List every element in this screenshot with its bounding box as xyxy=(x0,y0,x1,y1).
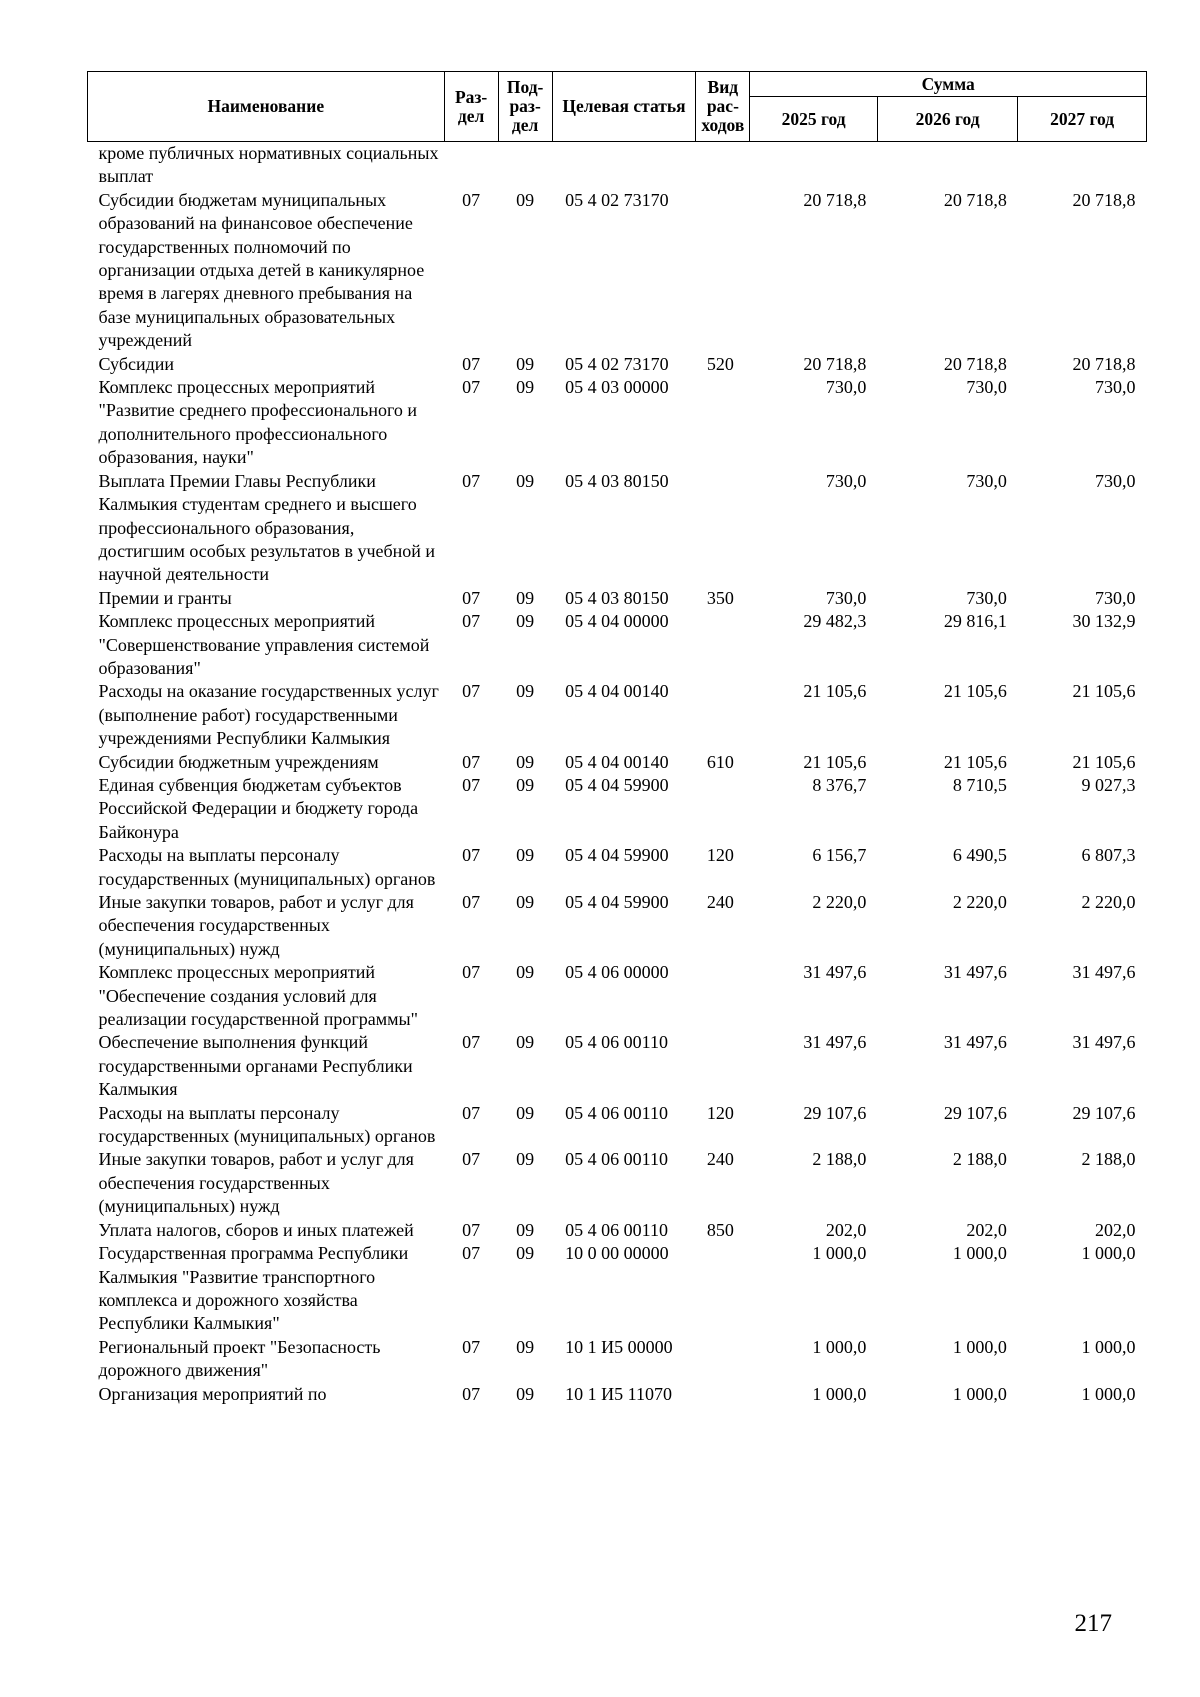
row-podrazdel: 09 xyxy=(516,587,535,608)
table-row xyxy=(88,891,1147,961)
row-sum-2026: 20 718,8 xyxy=(943,353,1007,374)
table-row xyxy=(88,1242,1147,1336)
row-sum-2026: 29 107,6 xyxy=(943,1102,1007,1123)
row-name: Комплекс процессных мероприятий "Обеспечение создания условий для реализации государственной программы" xyxy=(98,962,418,1030)
row-sum-2027: 2 220,0 xyxy=(1081,892,1136,912)
row-sum-2027: 9 027,3 xyxy=(1081,774,1136,795)
row-name: Иные закупки товаров, работ и услуг для обеспечения государственных (муниципальных) нужд xyxy=(98,892,414,959)
header-razdel: Раз- дел xyxy=(444,72,498,142)
row-sum-2026: 8 710,5 xyxy=(952,774,1007,795)
row-sum-2027: 29 107,6 xyxy=(1072,1102,1136,1123)
table-row xyxy=(88,1031,1147,1101)
row-podrazdel: 09 xyxy=(516,189,535,210)
row-name: Премии и гранты xyxy=(98,587,232,608)
row-sum-2027: 1 000,0 xyxy=(1081,1243,1136,1264)
row-razdel: 07 xyxy=(462,189,481,210)
row-target-article: 05 4 06 00110 xyxy=(565,1032,668,1053)
row-expense-type: 240 xyxy=(706,1149,734,1170)
row-sum-2027: 21 105,6 xyxy=(1072,751,1136,772)
row-name: Субсидии бюджетам муниципальных образований на финансовое обеспечение государственных полномочий по организации отдыха детей в каникулярное время в лагерях дневного пребывания на базе муниципальных образовательных учреждений xyxy=(98,189,425,351)
row-sum-2026: 730,0 xyxy=(966,377,1007,398)
row-expense-type xyxy=(696,1031,750,1101)
row-sum-2027: 30 132,9 xyxy=(1072,611,1136,632)
row-target-article: 10 1 И5 11070 xyxy=(565,1383,672,1404)
row-expense-type xyxy=(696,376,750,470)
row-razdel: 07 xyxy=(462,1383,481,1404)
table-row xyxy=(88,470,1147,587)
row-expense-type xyxy=(696,1383,750,1406)
row-razdel: 07 xyxy=(462,587,481,608)
row-expense-type xyxy=(696,142,750,189)
header-expense-type: Вид рас- ходов xyxy=(696,72,750,142)
row-sum-2025: 6 156,7 xyxy=(812,845,867,866)
row-razdel: 07 xyxy=(462,892,481,912)
row-name: Государственная программа Республики Калмыкия "Развитие транспортного комплекса и дорожного хозяйства Республики Калмыкия" xyxy=(98,1243,409,1334)
row-sum-2026: 1 000,0 xyxy=(952,1243,1007,1264)
row-podrazdel: 09 xyxy=(516,751,535,772)
table-row xyxy=(88,1383,1147,1406)
row-razdel xyxy=(444,142,498,189)
row-razdel: 07 xyxy=(462,1219,481,1240)
row-target-article: 05 4 02 73170 xyxy=(565,353,669,374)
row-name: Уплата налогов, сборов и иных платежей xyxy=(98,1219,414,1240)
row-sum-2027: 730,0 xyxy=(1095,377,1136,398)
row-sum-2025: 20 718,8 xyxy=(803,353,867,374)
row-sum-2027: 31 497,6 xyxy=(1072,962,1136,983)
row-sum-2025: 1 000,0 xyxy=(812,1336,867,1357)
row-sum-2026: 20 718,8 xyxy=(943,189,1007,210)
row-podrazdel: 09 xyxy=(516,681,535,702)
row-sum-2026: 730,0 xyxy=(966,587,1007,608)
row-expense-type xyxy=(696,189,750,353)
row-name: Комплекс процессных мероприятий "Развитие среднего профессионального и дополнительного профессионального образования, науки" xyxy=(98,377,418,468)
row-sum-2026: 6 490,5 xyxy=(952,845,1007,866)
row-sum-2025: 29 482,3 xyxy=(803,611,867,632)
row-sum-2025: 1 000,0 xyxy=(812,1383,867,1404)
table-body xyxy=(88,142,1147,1406)
row-podrazdel: 09 xyxy=(516,1383,535,1404)
row-expense-type xyxy=(696,774,750,844)
row-expense-type xyxy=(696,961,750,1031)
row-sum-2025: 8 376,7 xyxy=(812,774,867,795)
row-sum-2026: 2 220,0 xyxy=(952,892,1007,912)
row-name: Организация мероприятий по xyxy=(98,1383,327,1404)
row-expense-type: 850 xyxy=(706,1219,734,1240)
header-year-2026: 2026 год xyxy=(877,97,1017,142)
row-expense-type xyxy=(696,610,750,680)
header-sum: Сумма xyxy=(750,72,1147,97)
table-row xyxy=(88,1336,1147,1383)
table-row xyxy=(88,142,1147,189)
row-podrazdel: 09 xyxy=(516,470,535,491)
table-row xyxy=(88,680,1147,750)
row-sum-2026: 1 000,0 xyxy=(952,1383,1007,1404)
row-sum-2026: 29 816,1 xyxy=(943,611,1007,632)
row-target-article: 05 4 04 00140 xyxy=(565,751,669,772)
row-expense-type xyxy=(696,470,750,587)
row-name: Комплекс процессных мероприятий "Совершенствование управления системой образования" xyxy=(98,611,430,678)
row-podrazdel: 09 xyxy=(516,611,535,632)
row-razdel: 07 xyxy=(462,751,481,772)
row-target-article: 05 4 06 00000 xyxy=(565,962,669,983)
row-razdel: 07 xyxy=(462,353,481,374)
row-name: Обеспечение выполнения функций государственными органами Республики Калмыкия xyxy=(98,1032,413,1100)
row-sum-2027: 202,0 xyxy=(1095,1219,1136,1240)
row-podrazdel: 09 xyxy=(516,845,535,866)
row-sum-2025: 31 497,6 xyxy=(803,1032,867,1053)
table-row xyxy=(88,1219,1147,1242)
header-year-2025: 2025 год xyxy=(750,97,878,142)
row-expense-type: 610 xyxy=(706,751,734,772)
row-expense-type: 120 xyxy=(706,1102,734,1123)
row-sum-2025: 21 105,6 xyxy=(803,751,867,772)
row-sum-2027: 730,0 xyxy=(1095,470,1136,491)
row-sum-2026 xyxy=(877,142,1017,189)
row-razdel: 07 xyxy=(462,1102,481,1123)
row-sum-2025: 29 107,6 xyxy=(803,1102,867,1123)
row-podrazdel: 09 xyxy=(516,353,535,374)
table-row xyxy=(88,587,1147,610)
row-razdel: 07 xyxy=(462,377,481,398)
row-expense-type xyxy=(696,1336,750,1383)
table-row xyxy=(88,844,1147,891)
row-sum-2026: 31 497,6 xyxy=(943,962,1007,983)
row-target-article: 05 4 04 59900 xyxy=(565,892,669,912)
header-year-2027: 2027 год xyxy=(1018,97,1147,142)
row-sum-2025: 31 497,6 xyxy=(803,962,867,983)
row-podrazdel: 09 xyxy=(516,962,535,983)
row-sum-2027: 20 718,8 xyxy=(1072,353,1136,374)
row-sum-2025 xyxy=(750,142,878,189)
row-sum-2027: 6 807,3 xyxy=(1081,845,1136,866)
header-name: Наименование xyxy=(88,72,445,142)
row-name: Расходы на выплаты персоналу государственных (муниципальных) органов xyxy=(98,845,436,889)
row-sum-2025: 2 188,0 xyxy=(812,1149,867,1170)
row-target-article: 05 4 06 00110 xyxy=(565,1219,668,1240)
row-name: Субсидии бюджетным учреждениям xyxy=(98,751,379,772)
row-expense-type: 240 xyxy=(706,892,734,912)
row-podrazdel: 09 xyxy=(516,1032,535,1053)
row-sum-2027: 1 000,0 xyxy=(1081,1383,1136,1404)
row-podrazdel xyxy=(498,142,552,189)
row-sum-2026: 31 497,6 xyxy=(943,1032,1007,1053)
row-sum-2025: 730,0 xyxy=(825,377,867,398)
row-podrazdel: 09 xyxy=(516,1219,535,1240)
row-sum-2026: 21 105,6 xyxy=(943,751,1007,772)
budget-table xyxy=(87,71,1147,1406)
row-expense-type: 120 xyxy=(706,845,734,866)
row-podrazdel: 09 xyxy=(516,774,535,795)
table-row xyxy=(88,189,1147,353)
table-row xyxy=(88,610,1147,680)
row-sum-2027: 31 497,6 xyxy=(1072,1032,1136,1053)
table-row xyxy=(88,1102,1147,1149)
row-name: Единая субвенция бюджетам субъектов Российской Федерации и бюджету города Байконура xyxy=(98,774,419,842)
row-razdel: 07 xyxy=(462,1243,481,1264)
row-sum-2025: 730,0 xyxy=(825,587,867,608)
row-sum-2027 xyxy=(1018,142,1147,189)
row-sum-2027: 20 718,8 xyxy=(1072,189,1136,210)
row-name: Региональный проект "Безопасность дорожного движения" xyxy=(98,1336,381,1381)
table-row xyxy=(88,353,1147,376)
row-sum-2025: 202,0 xyxy=(825,1219,867,1240)
row-razdel: 07 xyxy=(462,470,481,491)
row-sum-2026: 202,0 xyxy=(966,1219,1007,1240)
row-expense-type: 350 xyxy=(706,587,734,608)
table-row xyxy=(88,774,1147,844)
row-target-article: 05 4 03 80150 xyxy=(565,587,669,608)
row-sum-2027: 1 000,0 xyxy=(1081,1336,1136,1357)
row-razdel: 07 xyxy=(462,962,481,983)
row-target-article: 05 4 04 59900 xyxy=(565,774,669,795)
row-razdel: 07 xyxy=(462,611,481,632)
row-target-article xyxy=(552,142,696,189)
header-target-article: Целевая статья xyxy=(552,72,696,142)
row-razdel: 07 xyxy=(462,1336,481,1357)
table-row xyxy=(88,961,1147,1031)
row-sum-2026: 2 188,0 xyxy=(952,1149,1007,1170)
row-sum-2025: 1 000,0 xyxy=(812,1243,867,1264)
row-sum-2026: 21 105,6 xyxy=(943,681,1007,702)
row-target-article: 05 4 04 00000 xyxy=(565,611,669,632)
row-name: Выплата Премии Главы Республики Калмыкия студентам среднего и высшего профессионального образования, достигшим особых результатов в учебной и научной деятельности xyxy=(98,470,436,585)
header-podrazdel: Под- раз- дел xyxy=(498,72,552,142)
row-podrazdel: 09 xyxy=(516,377,535,398)
row-target-article: 05 4 04 00140 xyxy=(565,681,669,702)
row-name: Расходы на оказание государственных услуг (выполнение работ) государственными учреждениями Республики Калмыкия xyxy=(98,681,439,749)
page-number: 217 xyxy=(1074,1610,1112,1637)
row-razdel: 07 xyxy=(462,845,481,866)
row-sum-2025: 2 220,0 xyxy=(812,892,867,912)
row-name: кроме публичных нормативных социальных выплат xyxy=(98,143,439,187)
row-razdel: 07 xyxy=(462,1149,481,1170)
table-row xyxy=(88,751,1147,774)
row-sum-2026: 730,0 xyxy=(966,470,1007,491)
row-sum-2026: 1 000,0 xyxy=(952,1336,1007,1357)
row-razdel: 07 xyxy=(462,774,481,795)
row-sum-2025: 730,0 xyxy=(825,470,867,491)
table-header xyxy=(88,72,1147,142)
row-podrazdel: 09 xyxy=(516,1149,535,1170)
row-podrazdel: 09 xyxy=(516,1336,535,1357)
row-sum-2025: 20 718,8 xyxy=(803,189,867,210)
row-target-article: 05 4 03 00000 xyxy=(565,377,669,398)
row-expense-type: 520 xyxy=(706,353,734,374)
table-row xyxy=(88,1148,1147,1218)
row-name: Субсидии xyxy=(98,353,175,374)
row-razdel: 07 xyxy=(462,681,481,702)
row-expense-type xyxy=(696,680,750,750)
row-target-article: 10 1 И5 00000 xyxy=(565,1336,673,1357)
row-sum-2025: 21 105,6 xyxy=(803,681,867,702)
row-target-article: 05 4 04 59900 xyxy=(565,845,669,866)
row-podrazdel: 09 xyxy=(516,892,535,912)
row-podrazdel: 09 xyxy=(516,1243,535,1264)
row-razdel: 07 xyxy=(462,1032,481,1053)
row-target-article: 05 4 06 00110 xyxy=(565,1102,668,1123)
row-expense-type xyxy=(696,1242,750,1336)
row-name: Иные закупки товаров, работ и услуг для обеспечения государственных (муниципальных) нужд xyxy=(98,1149,414,1217)
row-podrazdel: 09 xyxy=(516,1102,535,1123)
row-target-article: 05 4 06 00110 xyxy=(565,1149,668,1170)
row-target-article: 05 4 02 73170 xyxy=(565,189,669,210)
row-sum-2027: 21 105,6 xyxy=(1072,681,1136,702)
table-row xyxy=(88,376,1147,470)
row-target-article: 10 0 00 00000 xyxy=(565,1243,669,1264)
row-sum-2027: 2 188,0 xyxy=(1081,1149,1136,1170)
row-sum-2027: 730,0 xyxy=(1095,587,1136,608)
row-target-article: 05 4 03 80150 xyxy=(565,470,669,491)
row-name: Расходы на выплаты персоналу государственных (муниципальных) органов xyxy=(98,1102,436,1147)
